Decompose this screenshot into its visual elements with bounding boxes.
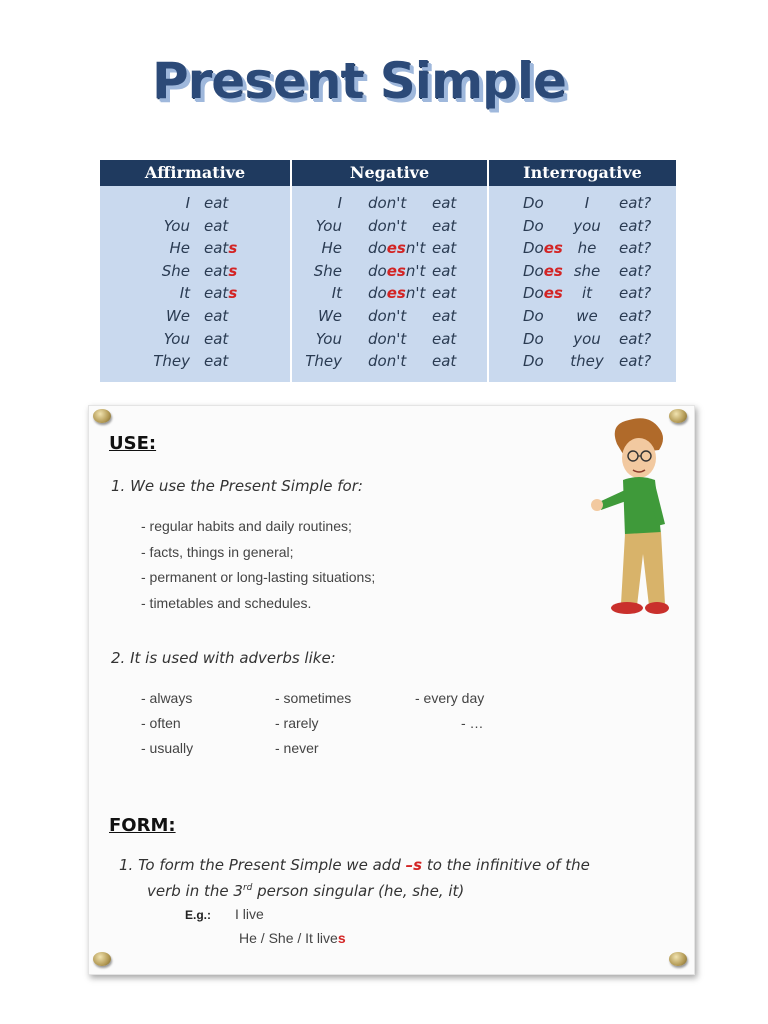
conjugation-table bbox=[100, 160, 676, 382]
pronoun: It bbox=[179, 284, 190, 303]
pronoun: They bbox=[153, 352, 190, 371]
cartoon-boy-icon bbox=[589, 414, 679, 619]
table-row bbox=[292, 352, 487, 374]
pronoun: She bbox=[161, 261, 190, 280]
auxiliary-part: don't bbox=[368, 352, 407, 371]
use-item: - facts, things in general; bbox=[141, 544, 294, 560]
form-point-1-cont bbox=[147, 882, 464, 900]
pronoun: she bbox=[573, 261, 601, 280]
verb: eat bbox=[432, 194, 457, 212]
header-interrogative: Interrogative bbox=[489, 160, 676, 186]
auxiliary-part: Do bbox=[523, 261, 544, 280]
pronoun: She bbox=[313, 261, 342, 280]
auxiliary-part: es bbox=[386, 261, 406, 280]
pronoun: You bbox=[315, 329, 342, 348]
auxiliary-part: Do bbox=[523, 352, 544, 371]
auxiliary-part: do bbox=[368, 239, 387, 258]
table-row bbox=[489, 352, 676, 374]
auxiliary bbox=[368, 217, 406, 235]
verb: eat bbox=[432, 352, 457, 371]
use-point-2: 2. It is used with adverbs like: bbox=[111, 649, 336, 667]
verb bbox=[204, 239, 237, 257]
auxiliary bbox=[368, 262, 425, 280]
verb-suffix: s bbox=[228, 284, 238, 303]
auxiliary-part: es bbox=[386, 239, 406, 258]
auxiliary-part: Do bbox=[523, 194, 544, 212]
auxiliary bbox=[523, 194, 544, 212]
auxiliary-part: es bbox=[386, 284, 406, 303]
pronoun: we bbox=[576, 307, 598, 325]
auxiliary-part: n't bbox=[405, 261, 426, 280]
verb: eat? bbox=[619, 194, 652, 212]
table-row bbox=[100, 217, 290, 239]
pronoun: I bbox=[584, 194, 590, 212]
pronoun: I bbox=[337, 194, 342, 212]
auxiliary bbox=[523, 352, 544, 370]
adverb: - sometimes bbox=[275, 690, 352, 706]
example-label: E.g.: bbox=[185, 908, 211, 922]
table-row bbox=[292, 307, 487, 329]
ordinal-suffix: rd bbox=[242, 883, 253, 893]
table-row bbox=[489, 262, 676, 284]
table-row bbox=[292, 284, 487, 306]
verb bbox=[204, 194, 228, 212]
use-form-card bbox=[88, 405, 695, 975]
verb-base: eat bbox=[204, 261, 229, 280]
verb-base: eat bbox=[204, 307, 229, 325]
auxiliary-part: Do bbox=[523, 216, 544, 235]
auxiliary-part: n't bbox=[405, 284, 426, 303]
auxiliary-part: Do bbox=[523, 329, 544, 348]
use-heading: USE: bbox=[109, 433, 157, 454]
verb: eat bbox=[432, 261, 457, 280]
negative-column bbox=[292, 160, 487, 382]
auxiliary bbox=[523, 262, 563, 280]
auxiliary bbox=[523, 217, 544, 235]
interrogative-column bbox=[489, 160, 676, 382]
header-affirmative: Affirmative bbox=[100, 160, 290, 186]
verb-base: eat bbox=[204, 216, 229, 235]
verb bbox=[204, 330, 228, 348]
auxiliary-part: Do bbox=[523, 284, 544, 303]
form-text: 1. To form the Present Simple we add bbox=[119, 856, 406, 874]
auxiliary bbox=[368, 284, 425, 302]
example-text: He / She / It live bbox=[239, 930, 338, 946]
form-suffix: –s bbox=[405, 856, 423, 874]
pin-icon bbox=[93, 952, 111, 966]
auxiliary-part: do bbox=[368, 261, 387, 280]
auxiliary bbox=[523, 284, 563, 302]
pronoun: they bbox=[570, 352, 604, 371]
auxiliary bbox=[368, 330, 406, 348]
verb-base: eat bbox=[204, 194, 229, 212]
auxiliary bbox=[368, 194, 406, 212]
form-text: person singular (he, she, it) bbox=[252, 882, 465, 900]
pronoun: He bbox=[169, 239, 190, 258]
pin-icon bbox=[669, 952, 687, 966]
verb bbox=[204, 262, 237, 280]
adverb: - … bbox=[461, 715, 484, 731]
auxiliary bbox=[523, 307, 544, 325]
example-suffix: s bbox=[337, 930, 346, 946]
verb: eat? bbox=[619, 307, 652, 325]
auxiliary-part: Do bbox=[523, 307, 544, 325]
table-row bbox=[489, 307, 676, 329]
adverb: - never bbox=[275, 740, 319, 756]
use-item: - permanent or long-lasting situations; bbox=[141, 569, 376, 585]
verb-suffix: s bbox=[228, 261, 238, 280]
pronoun: he bbox=[577, 239, 597, 258]
pronoun: We bbox=[165, 307, 190, 325]
table-row bbox=[292, 262, 487, 284]
auxiliary-part: Do bbox=[523, 239, 544, 258]
verb bbox=[204, 307, 228, 325]
header-negative: Negative bbox=[292, 160, 487, 186]
pronoun: you bbox=[573, 216, 601, 235]
verb bbox=[204, 284, 237, 302]
verb: eat? bbox=[619, 329, 652, 348]
form-text: verb in the 3 bbox=[147, 882, 243, 900]
table-row bbox=[100, 239, 290, 261]
form-point-1 bbox=[119, 856, 590, 874]
verb-base: eat bbox=[204, 284, 229, 303]
auxiliary bbox=[368, 352, 406, 370]
verb: eat bbox=[432, 239, 457, 258]
verb: eat? bbox=[619, 261, 652, 280]
verb: eat? bbox=[619, 216, 652, 235]
verb-suffix: s bbox=[228, 239, 238, 258]
pronoun: We bbox=[317, 307, 342, 325]
pronoun: I bbox=[185, 194, 190, 212]
auxiliary-part: don't bbox=[368, 194, 407, 212]
table-row bbox=[100, 307, 290, 329]
table-row bbox=[292, 217, 487, 239]
pronoun: You bbox=[163, 329, 190, 348]
auxiliary-part: don't bbox=[368, 329, 407, 348]
verb-base: eat bbox=[204, 239, 229, 258]
table-row bbox=[489, 330, 676, 352]
adverb: - every day bbox=[415, 690, 485, 706]
auxiliary-part: n't bbox=[405, 239, 426, 258]
verb bbox=[204, 217, 228, 235]
verb: eat bbox=[432, 307, 457, 325]
auxiliary bbox=[523, 330, 544, 348]
example-2 bbox=[239, 930, 346, 946]
table-row bbox=[292, 194, 487, 216]
auxiliary-suffix: es bbox=[543, 261, 563, 280]
table-row bbox=[100, 194, 290, 216]
auxiliary-part: don't bbox=[368, 216, 407, 235]
auxiliary bbox=[523, 239, 563, 257]
page-title: Present Simple bbox=[152, 52, 566, 110]
verb: eat? bbox=[619, 284, 652, 303]
verb bbox=[204, 352, 228, 370]
pronoun: It bbox=[331, 284, 342, 303]
use-point-1: 1. We use the Present Simple for: bbox=[111, 477, 363, 495]
verb: eat bbox=[432, 284, 457, 303]
pronoun: You bbox=[163, 216, 190, 235]
auxiliary-part: do bbox=[368, 284, 387, 303]
adverb: - always bbox=[141, 690, 193, 706]
auxiliary-suffix: es bbox=[543, 239, 563, 258]
verb: eat? bbox=[619, 239, 652, 258]
adverb: - often bbox=[141, 715, 181, 731]
pronoun: He bbox=[321, 239, 342, 258]
pronoun: You bbox=[315, 216, 342, 235]
auxiliary bbox=[368, 307, 406, 325]
verb-base: eat bbox=[204, 352, 229, 371]
adverb: - rarely bbox=[275, 715, 319, 731]
table-row bbox=[100, 284, 290, 306]
verb: eat bbox=[432, 216, 457, 235]
example-1: I live bbox=[235, 906, 264, 922]
pin-icon bbox=[93, 409, 111, 423]
auxiliary-part: don't bbox=[368, 307, 407, 325]
table-row bbox=[100, 330, 290, 352]
pronoun: They bbox=[305, 352, 342, 371]
table-row bbox=[292, 239, 487, 261]
pronoun: you bbox=[573, 329, 601, 348]
use-item: - timetables and schedules. bbox=[141, 595, 312, 611]
table-row bbox=[489, 239, 676, 261]
auxiliary bbox=[368, 239, 425, 257]
table-row bbox=[489, 194, 676, 216]
use-item: - regular habits and daily routines; bbox=[141, 518, 352, 534]
verb-base: eat bbox=[204, 329, 229, 348]
affirmative-column bbox=[100, 160, 290, 382]
verb: eat bbox=[432, 329, 457, 348]
adverb: - usually bbox=[141, 740, 194, 756]
table-row bbox=[100, 352, 290, 374]
table-row bbox=[292, 330, 487, 352]
pronoun: it bbox=[581, 284, 593, 303]
table-row bbox=[489, 217, 676, 239]
table-row bbox=[100, 262, 290, 284]
verb: eat? bbox=[619, 352, 652, 371]
table-row bbox=[489, 284, 676, 306]
form-text: to the infinitive of the bbox=[422, 856, 590, 874]
auxiliary-suffix: es bbox=[543, 284, 563, 303]
form-heading: FORM: bbox=[109, 815, 176, 836]
